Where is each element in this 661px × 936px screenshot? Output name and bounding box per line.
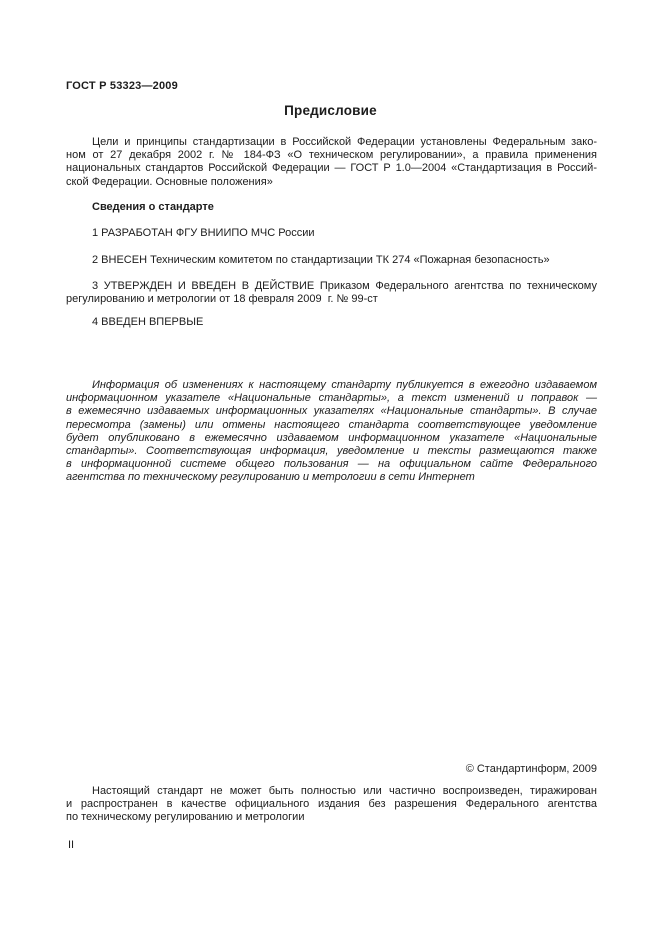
intro-paragraph — [66, 136, 597, 189]
text-line: агентства по техническому регулированию и метрологии в сети Интернет — [66, 471, 475, 484]
text-line: Информация об изменениях к настоящему стандарту публикуется в ежегодно издаваемом — [92, 379, 597, 391]
text-line: 1 РАЗРАБОТАН ФГУ ВНИИПО МЧС России — [92, 227, 315, 239]
reproduction-restriction-paragraph — [66, 785, 597, 825]
text-line: 2 ВНЕСЕН Техническим комитетом по стандартизации ТК 274 «Пожарная безопасность» — [92, 254, 550, 266]
text-line: будет опубликовано в ежемесячно издаваемом информационном указателе «Национальные — [66, 431, 597, 444]
text-line: 3 УТВЕРЖДЕН И ВВЕДЕН В ДЕЙСТВИЕ Приказом Федерального агентства по техническому — [92, 280, 597, 292]
amendments-notice-paragraph — [66, 379, 597, 485]
text-line: регулированию и метрологии от 18 февраля 2009 г. № 99-ст — [66, 293, 378, 306]
page-number: II — [68, 839, 75, 851]
text-line: 4 ВВЕДЕН ВПЕРВЫЕ — [92, 316, 204, 328]
doc-code: ГОСТ Р 53323—2009 — [66, 80, 178, 92]
text-line: национальных стандартов Российской Федерации — ГОСТ Р 1.0—2004 «Стандартизация в Россий- — [66, 162, 597, 175]
standard-info-item-3 — [66, 280, 597, 306]
standard-info-item-4 — [66, 316, 597, 329]
text-line: в ежемесячно издаваемых информационных указателях «Национальные стандарты». В случае — [66, 405, 597, 418]
text-line: информационном указателе «Национальные стандарты», а текст изменений и поправок — — [66, 392, 597, 405]
standard-info-item-1 — [66, 227, 597, 240]
text-line: ном от 27 декабря 2002 г. № 184-ФЗ «О техническом регулировании», а правила применения — [66, 149, 597, 162]
text-line: Настоящий стандарт не может быть полностью или частично воспроизведен, тиражирован — [92, 785, 597, 797]
text-line: и распространен в качестве официального издания без разрешения Федерального агентства — [66, 798, 597, 811]
page-title: Предисловие — [284, 103, 377, 118]
text-line: пересмотра (замены) или отмены настоящего стандарта соответствующее уведомление — [66, 418, 597, 431]
standard-info-item-2 — [66, 254, 597, 267]
text-line: стандарты». Соответствующая информация, уведомление и тексты размещаются также — [66, 445, 597, 458]
standard-info-heading: Сведения о стандарте — [92, 201, 214, 213]
text-line: ской Федерации. Основные положения» — [66, 175, 273, 188]
text-line: Цели и принципы стандартизации в Российской Федерации установлены Федеральным зако- — [92, 136, 597, 148]
text-line: в информационной системе общего пользования — на официальном сайте Федерального — [66, 458, 597, 471]
text-line: по техническому регулированию и метрологии — [66, 811, 305, 824]
copyright-line: © Стандартинформ, 2009 — [465, 763, 597, 775]
